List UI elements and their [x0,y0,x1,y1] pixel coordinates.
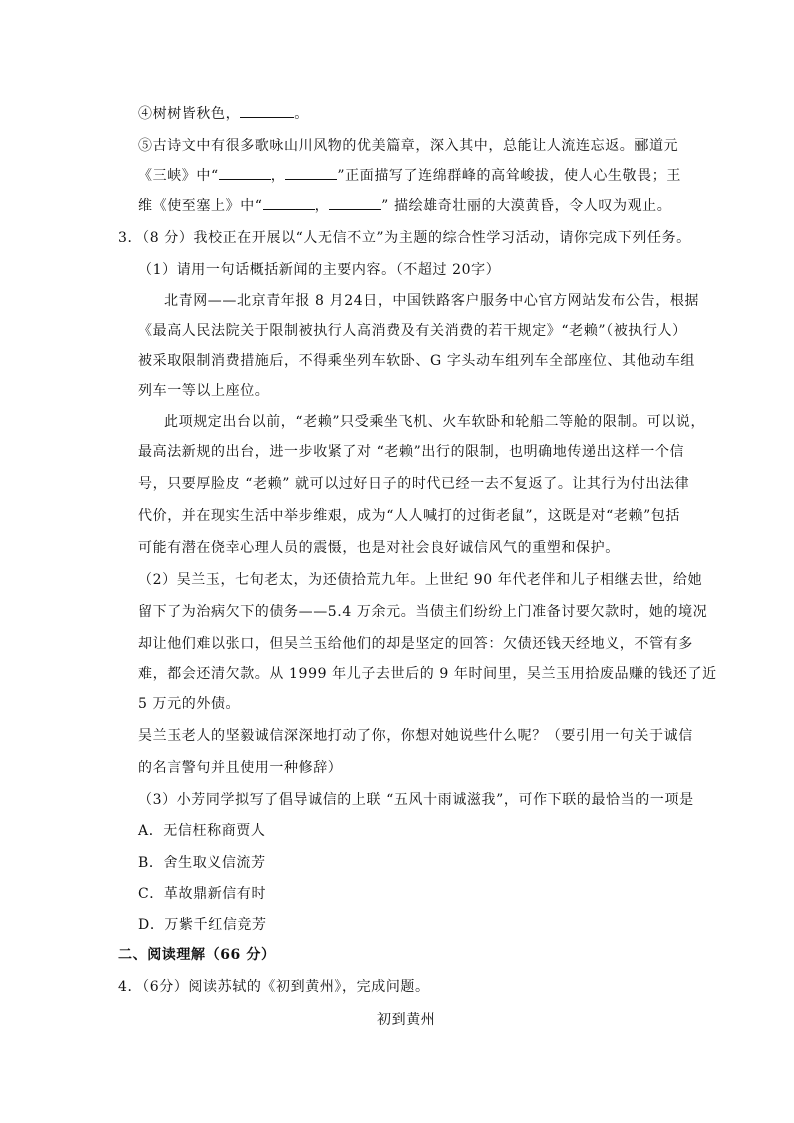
question-3-sub-2-line: 5 万元的外债。 [138,696,241,712]
news-paragraph-1-line: 《最高人民法院关于限制被执行人高消费及有关消费的若干规定》“老赖”（被执行人） [138,323,687,339]
news-paragraph-2-line: 代价，并在现实生活中举步维艰，成为“人人喊打的过街老鼠”，这既是对“老赖”包括 [138,508,681,524]
fill-blank [263,196,315,210]
question-3-sub-2-line: （2）吴兰玉，七旬老太，为还债拾荒九年。上世纪 90 年代老伴和儿子相继去世，给她 [138,572,703,588]
section-heading: 二、阅读理解（66 分） [118,947,276,963]
item-4-text: ④树树皆秋色， [138,106,241,122]
news-paragraph-2-line: 号，只要厚脸皮 “老赖” 就可以过好日子的时代已经一去不复返了。让其行为付出法律 [138,476,690,492]
news-paragraph-1-line: 列车一等以上座位。 [138,383,270,399]
item-5-text: 维《使至塞上》中“ [138,198,263,214]
fill-blank [329,196,381,210]
question-3-sub-2-line: 难，都会还清欠款。从 1999 年儿子去世后的 9 年时间里，吴兰玉用拾废品赚的钱还了近 [138,666,717,682]
item-4-end: 。 [294,106,309,122]
question-3-sub-2-line: 留下了为治病欠下的债务——5.4 万余元。当债主们纷纷上门准备讨要欠款时，她的境况 [138,604,708,620]
question-4-stem: 4．（6分）阅读苏轼的《初到黄州》，完成问题。 [118,979,430,995]
item-5-text: 《三峡》中“ [138,168,219,184]
comma: ， [270,168,286,184]
question-3-stem: 3．（8 分）我校正在开展以“人无信不立”为主题的综合性学习活动，请你完成下列任务。 [118,230,691,246]
question-3-sub-1: （1）请用一句话概括新闻的主要内容。（不超过 20字） [138,262,501,278]
item-5-text: ” 描绘雄奇壮丽的大漠黄昏，令人叹为观止。 [381,198,672,214]
item-5-line-2 [138,166,681,186]
item-5-text: ”正面描写了连绵群峰的高耸峻拔，使人心生敬畏；王 [337,168,681,184]
fill-blank [285,166,337,180]
option-d: D．万紫千红信竞芳 [138,917,267,933]
news-paragraph-2-line: 可能有潜在侥幸心理人员的震慑，也是对社会良好诚信风气的重塑和保护。 [138,540,620,556]
news-paragraph-1-line: 北青网——北京青年报 8 月24日，中国铁路客户服务中心官方网站发布公告，根据 [164,293,700,309]
news-paragraph-2-line: 最高法新规的出台，进一步收紧了对 “老赖”出行的限制，也明确地传递出这样一个信 [138,444,685,460]
question-3-sub-3: （3）小芳同学拟写了倡导诚信的上联 “五风十雨诚滋我”，可作下联的最恰当的一项是 [138,792,694,808]
news-paragraph-1-line: 被采取限制消费措施后，不得乘坐列车软卧、G 字头动车组列车全部座位、其他动车组 [138,353,696,369]
item-5-line-3 [138,196,671,216]
news-paragraph-2-line: 此项规定出台以前，“老赖”只受乘坐飞机、火车软卧和轮船二等舱的限制。可以说， [164,414,706,430]
fill-blank [240,104,294,118]
option-b: B．舍生取义信流芳 [138,855,266,871]
comma: ， [314,198,330,214]
question-3-sub-2-line: 却让他们难以张口，但吴兰玉给他们的却是坚定的回答：欠债还钱天经地义，不管有多 [138,636,693,652]
option-a: A．无信枉称商贾人 [138,823,266,839]
item-4-line [138,104,309,124]
question-3-sub-2-task: 吴兰玉老人的坚毅诚信深深地打动了你，你想对她说些什么呢？（要引用一句关于诚信 [138,728,693,744]
fill-blank [219,166,271,180]
option-c: C．革故鼎新信有时 [138,886,267,902]
poem-title: 初到黄州 [377,1012,436,1028]
item-5-line-1: ⑤古诗文中有很多歌咏山川风物的优美篇章，深入其中，总能让人流连忘返。郦道元 [138,138,679,154]
question-3-sub-2-task: 的名言警句并且使用一种修辞） [138,760,343,776]
